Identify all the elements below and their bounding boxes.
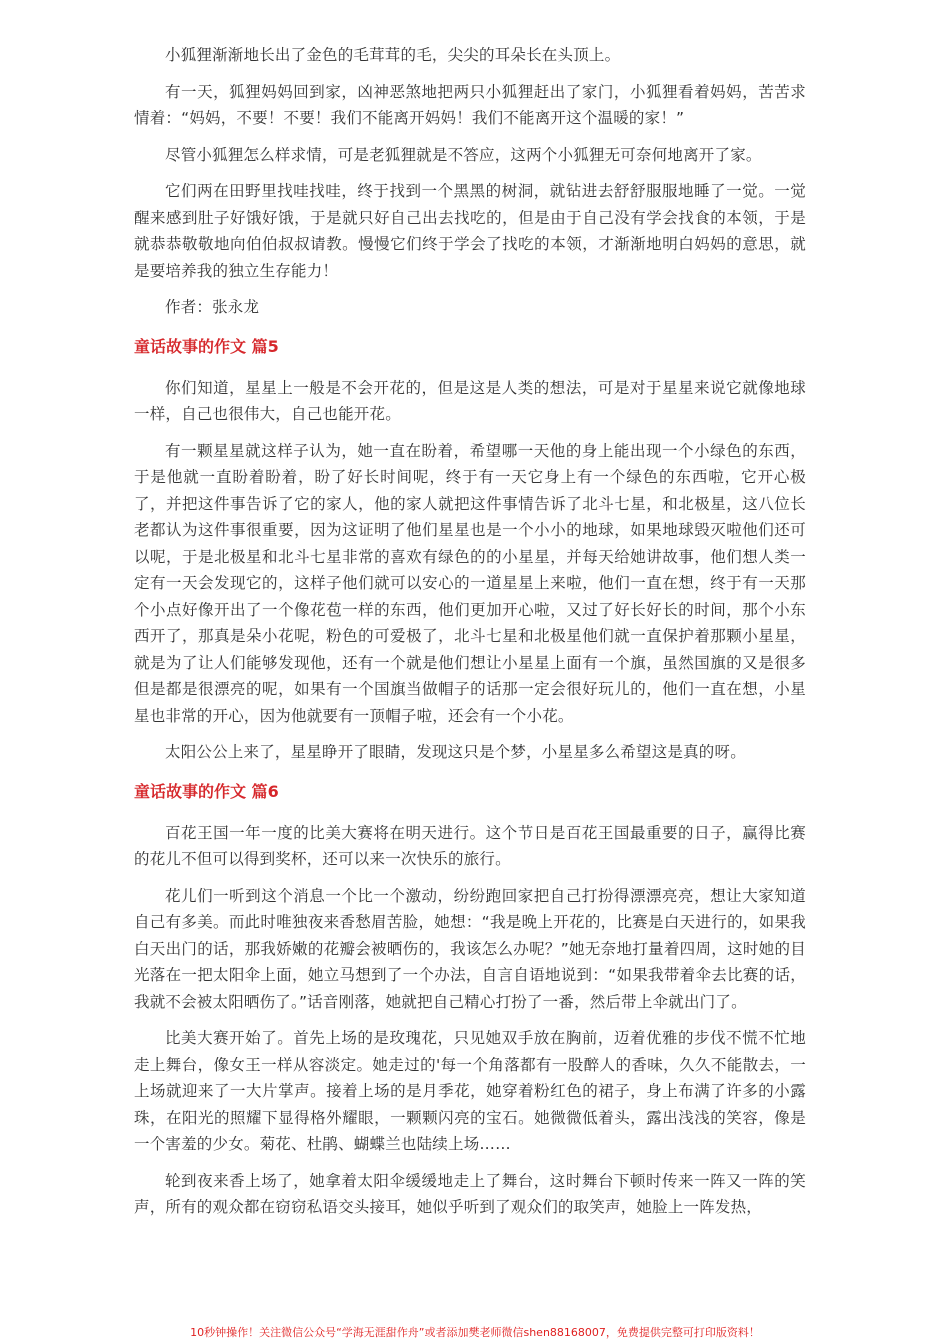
paragraph: 轮到夜来香上场了，她拿着太阳伞缓缓地走上了舞台，这时舞台下顿时传来一阵又一阵的笑声，所有的观众都在窃窃私语交头接耳，她似乎听到了观众们的取笑声，她脸上一阵发热， [134,1171,806,1216]
author-line: 作者：张永龙 [165,298,260,316]
footer-promo-text: 10秒钟操作！关注微信公众号“学海无涯甜作舟”或者添加樊老师微信shen88168007，免费提供完整可打印版资料！ [190,1326,760,1339]
paragraph: 小狐狸渐渐地长出了金色的毛茸茸的毛，尖尖的耳朵长在头顶上。 [165,46,621,64]
paragraph: 尽管小狐狸怎么样求情，可是老狐狸就是不答应，这两个小狐狸无可奈何地离开了家。 [165,145,762,164]
paragraph: 它们两在田野里找哇找哇，终于找到一个黑黑的树洞，就钻进去舒舒服服地睡了一觉。一觉醒来感到肚子好饿好饿，于是就只好自己出去找吃的，但是由于自己没有学会找食的本领，于是就恭恭敬敬地向伯伯叔叔请教。慢慢它们终于学会了找吃的本领，才渐渐地明白妈妈的意思，就是要培养我的独立生存能力！ [134,182,806,280]
section-heading-6: 童话故事的作文 篇6 [134,781,279,801]
paragraph: 太阳公公上来了，星星睁开了眼睛，发现这只是个梦，小星星多么希望这是真的呀。 [165,743,746,761]
paragraph: 比美大赛开始了。首先上场的是玫瑰花，只见她双手放在胸前，迈着优雅的步伐不慌不忙地走上舞台，像女王一样从容淡定。她走过的'每一个角落都有一股醉人的香味，久久不能散去，一上场就迎来了一大片掌声。接着上场的是月季花，她穿着粉红色的裙子，身上布满了许多的小露珠，在阳光的照耀下显得格外耀眼，一颗颗闪亮的宝石。她微微低着头，露出浅浅的笑容，像是一个害羞的少女。菊花、杜鹃、蝴蝶兰也陆续上场…… [134,1029,806,1153]
paragraph: 有一颗星星就这样子认为，她一直在盼着，希望哪一天他的身上能出现一个小绿色的东西，于是他就一直盼着盼着，盼了好长时间呢，终于有一天它身上有一个绿色的东西啦，它开心极了，并把这件事告诉了它的家人，他的家人就把这件事情告诉了北斗七星，和北极星，这八位长老都认为这件事很重要，因为这证明了他们星星也是一个小小的地球，如果地球毁灭啦他们还可以呢，于是北极星和北斗七星非常的喜欢有绿色的的小星星，并每天给她讲故事，他们想人类一定有一天会发现它的，这样子他们就可以安心的一道星星上来啦，他们一直在想，终于有一天那个小点好像开出了一个像花苞一样的东西，他们更加开心啦，又过了好长好长的时间，那个小东西开了，那真是朵小花呢，粉色的可爱极了，北斗七星和北极星他们就一直保护着那颗小星星，就是为了让人们能够发现他，还有一个就是他们想让小星星上面有一个旗，虽然国旗的又是很多但是都是很漂亮的呢，如果有一个国旗当做帽子的话那一定会很好玩儿的，他们一直在想，小星星也非常的开心，因为他就要有一顶帽子啦，还会有一个小花。 [134,441,806,725]
paragraph: 有一天，狐狸妈妈回到家，凶神恶煞地把两只小狐狸赶出了家门，小狐狸看着妈妈，苦苦求情着：“妈妈，不要！不要！我们不能离开妈妈！我们不能离开这个温暖的家！” [134,82,806,127]
section-heading-5: 童话故事的作文 篇5 [134,336,279,356]
paragraph: 你们知道，星星上一般是不会开花的，但是这是人类的想法，可是对于星星来说它就像地球一样，自己也很伟大，自己也能开花。 [134,378,806,423]
article-body [134,42,806,1231]
paragraph: 花儿们一听到这个消息一个比一个激动，纷纷跑回家把自己打扮得漂漂亮亮，想让大家知道自己有多美。而此时唯独夜来香愁眉苦脸，她想：“我是晚上开花的，比赛是白天进行的，如果我白天出门的话，那我娇嫩的花瓣会被晒伤的，我该怎么办呢？”她无奈地打量着四周，这时她的目光落在一把太阳伞上面，她立马想到了一个办法，自言自语地说到：“如果我带着伞去比赛的话，我就不会被太阳晒伤了。”话音刚落，她就把自己精心打扮了一番，然后带上伞就出门了。 [134,886,806,1011]
paragraph: 百花王国一年一度的比美大赛将在明天进行。这个节日是百花王国最重要的日子，赢得比赛的花儿不但可以得到奖杯，还可以来一次快乐的旅行。 [134,823,806,868]
